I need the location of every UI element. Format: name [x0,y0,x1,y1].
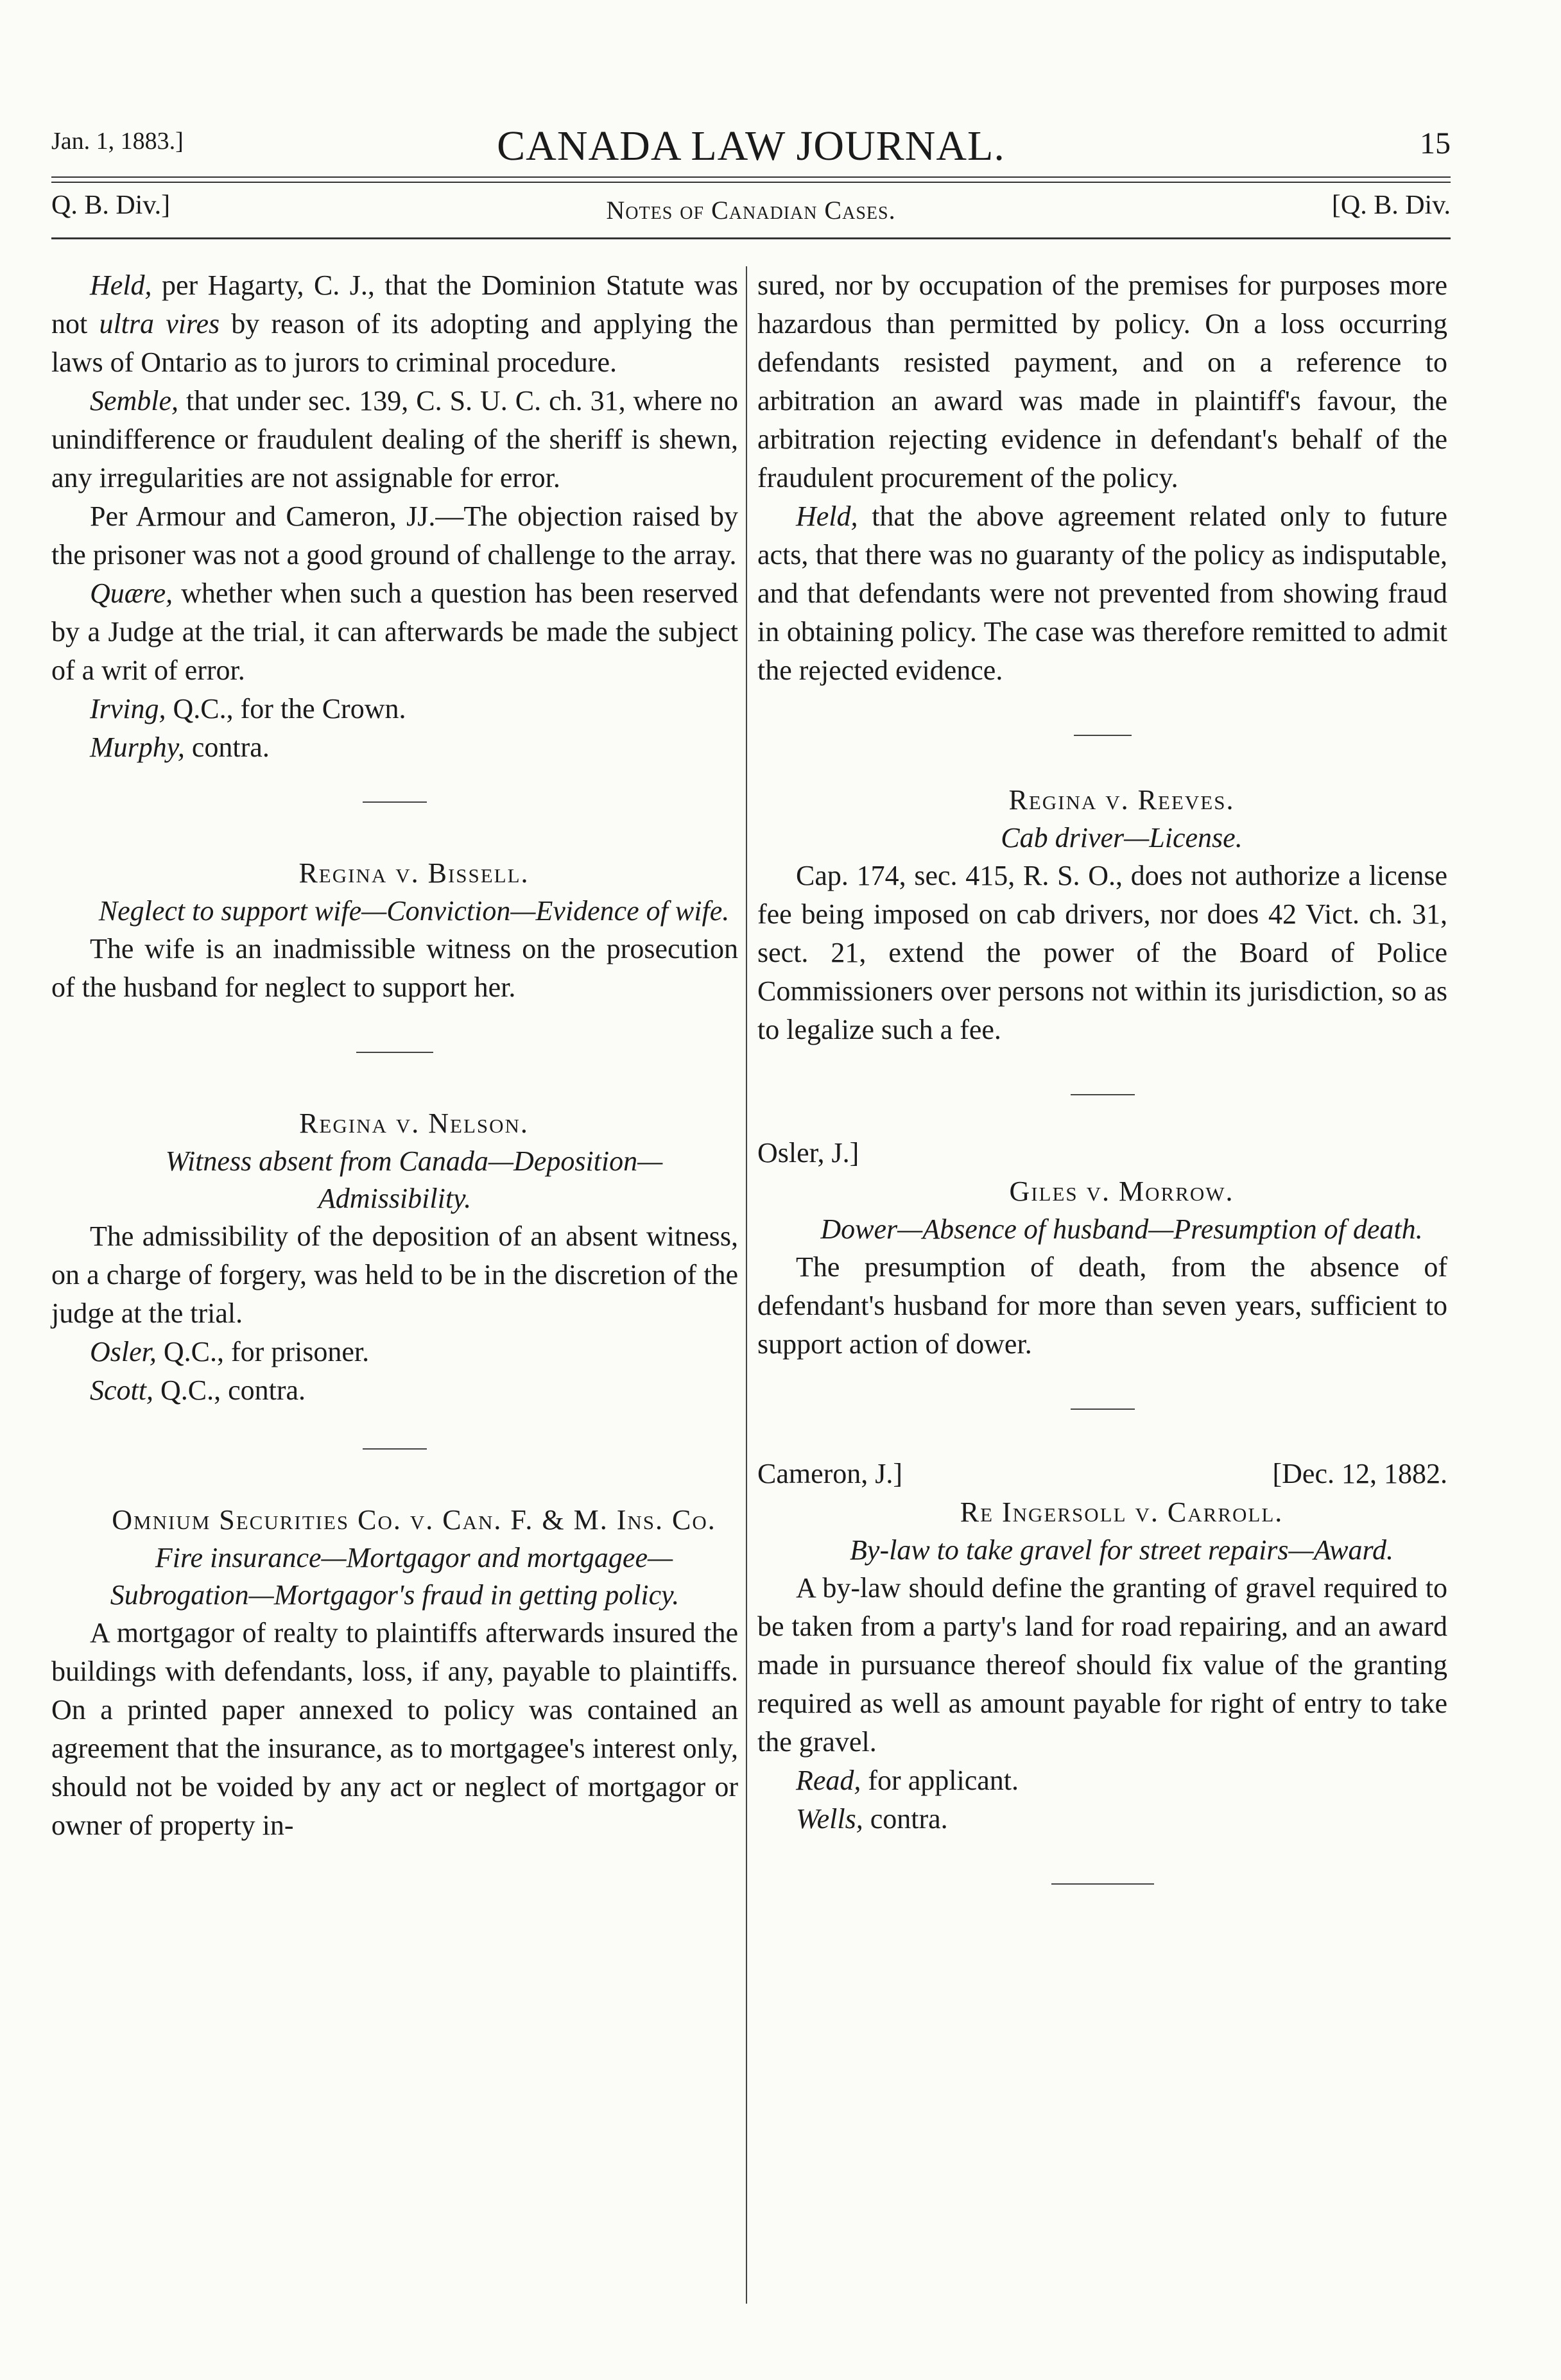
court-line [757,1134,1447,1172]
paragraph [51,382,738,497]
header-rule [51,237,1451,239]
paragraph: A by-law should define the granting of gravel required to be taken from a party's land for road repairing, and an award made in pursuance thereof should fix value of the granting required as well as amount payable for right of entry to take the gravel. [757,1572,1447,1758]
case-title: Regina v. Nelson. [299,1108,529,1139]
paragraph [51,266,738,382]
running-head: Notes of Canadian Cases. [606,196,896,225]
case-omnium-continued [757,266,1447,690]
page-header [51,122,1451,173]
text: Q.C., for the Crown. [166,693,406,724]
case-title: Regina v. Bissell. [298,857,530,889]
lead-word: Quære, [90,578,173,609]
text: Q.C., contra. [153,1374,306,1406]
case-subtitle: Cab driver—License. [1001,822,1243,853]
case-title: Omnium Securities Co. v. Can. F. & M. Ins. Co. [112,1504,716,1536]
italic-text: ultra vires [99,308,220,339]
paragraph: The wife is an inadmissible witness on the prosecution of the husband for neglect to support her. [51,933,738,1003]
case-subtitle: Witness absent from Canada—Deposition—Admissibility. [165,1145,663,1214]
case-bissell [51,854,738,1007]
case-title: Giles v. Morrow. [1009,1176,1234,1207]
counsel-line [51,1333,738,1371]
case-ingersoll [757,1455,1447,1838]
right-column [757,266,1447,1885]
case-subtitle: By-law to take gravel for street repairs—Award. [850,1534,1393,1566]
counsel-line [51,728,738,767]
page-number: 15 [1420,126,1451,160]
case-subtitle: Neglect to support wife—Conviction—Evidence of wife. [98,895,730,927]
paragraph: Cap. 174, sec. 415, R. S. O., does not authorize a license fee being imposed on cab drivers, nor does 42 Vict. ch. 31, sect. 21, extend the power of the Board of Police Commissioners over persons not within its jurisdiction, so as to legalize such a fee. [757,860,1447,1045]
court-line [757,1455,1447,1493]
column-divider [746,266,747,2304]
text: contra. [184,732,270,763]
paragraph [51,574,738,690]
paragraph [757,497,1447,690]
lead-word: Held, [90,270,152,301]
counsel-name: Wells, [796,1803,863,1835]
counsel-line [757,1800,1447,1838]
text: by reason of its adopting and applying the laws of Ontario as to jurors to criminal procedure. [51,308,738,378]
paragraph: sured, nor by occupation of the premises for purposes more hazardous than permitted by policy. On a loss occurring defendants resisted payment, and on a reference to arbitration an award was made in plaintiff's favour, the arbitration rejecting evidence in defendant's behalf of the fraudulent procurement of the policy. [757,270,1447,493]
division-left: Q. B. Div.] [51,191,171,220]
left-column [51,266,738,1845]
judge: Cameron, J.] [757,1458,903,1489]
text: Q.C., for prisoner. [156,1336,370,1367]
lead-word: Held, [796,501,858,532]
header-double-rule [51,176,1451,183]
judge: Osler, J.] [757,1137,859,1169]
counsel-line [757,1761,1447,1800]
counsel-line [51,1371,738,1410]
text: for applicant. [861,1765,1019,1796]
case-subtitle: Dower—Absence of husband—Presumption of death. [820,1213,1423,1245]
text: per Hagarty, C. J., that the Dominion Statute was not [51,270,738,339]
case-nelson [51,1104,738,1410]
case-title: Re Ingersoll v. Carroll. [960,1496,1284,1528]
counsel-name: Read, [796,1765,861,1796]
paragraph: A mortgagor of realty to plaintiffs afterwards insured the buildings with defendants, loss, if any, payable to plaintiffs. On a printed paper annexed to policy was contained an agreement that the insurance, as to mortgagee's interest only, should not be voided by any act or neglect of mortgagor or owner of property in- [51,1617,738,1841]
counsel-name: Murphy, [90,732,185,763]
counsel-name: Irving, [90,693,166,724]
case-subtitle: Fire insurance—Mortgagor and mortgagee—Subrogation—Mortgagor's fraud in getting policy. [110,1542,680,1611]
case-omnium [51,1501,738,1845]
paragraph: Per Armour and Cameron, JJ.—The objection raised by the prisoner was not a good ground of challenge to the array. [51,501,738,570]
case-title: Regina v. Reeves. [1008,784,1235,816]
text: that under sec. 139, C. S. U. C. ch. 31, where no unindifference or fraudulent dealing of the sheriff is shewn, any irregularities are not assignable for error. [51,385,738,493]
journal-title: CANADA LAW JOURNAL. [497,123,1005,169]
division-right: [Q. B. Div. [1331,191,1451,220]
issue-date: Jan. 1, 1883.] [51,128,184,155]
case-reeves [757,781,1447,1049]
counsel-name: Osler, [90,1336,157,1367]
case-separator [1051,1883,1154,1885]
counsel-line [51,690,738,728]
running-header [51,190,1451,228]
paragraph: The presumption of death, from the absence of defendant's husband for more than seven years, sufficient to support action of dower. [757,1251,1447,1360]
text: that the above agreement related only to future acts, that there was no guaranty of the policy as indisputable, and that defendants were not prevented from showing fraud in obtaining policy. The case was therefore remitted to admit the rejected evidence. [757,501,1447,686]
decision-date: [Dec. 12, 1882. [1272,1458,1447,1489]
counsel-name: Scott, [90,1374,153,1406]
text: contra. [863,1803,948,1835]
case-opening [51,266,738,767]
text: whether when such a question has been reserved by a Judge at the trial, it can afterwards be made the subject of a writ of error. [51,578,738,686]
lead-word: Semble, [90,385,179,416]
case-giles [757,1134,1447,1364]
paragraph: The admissibility of the deposition of an absent witness, on a charge of forgery, was held to be in the discretion of the judge at the trial. [51,1220,738,1329]
